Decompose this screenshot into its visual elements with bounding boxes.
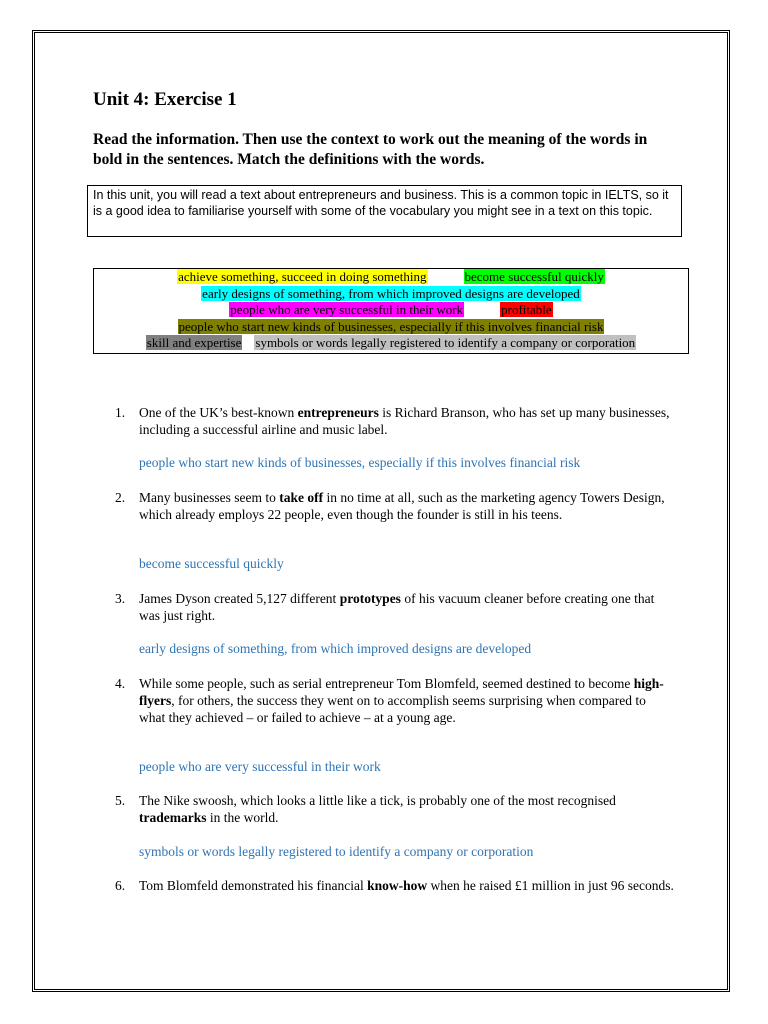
question-text-part: While some people, such as serial entrepreneur Tom Blomfeld, seemed destined to become: [139, 676, 634, 691]
info-box: In this unit, you will read a text about entrepreneurs and business. This is a common topic in IELTS, so it is a good idea to familiarise yourself with some of the vocabulary you might see in a text on this topic.: [87, 185, 682, 237]
page-title: Unit 4: Exercise 1: [93, 89, 237, 110]
answer-5: symbols or words legally registered to identify a company or corporation: [139, 844, 534, 859]
question-text: [139, 404, 675, 438]
definitions-box: [93, 268, 689, 354]
definition-know-how: skill and expertise: [146, 335, 242, 351]
question-text-part: Tom Blomfeld demonstrated his financial: [139, 878, 368, 893]
question-3: [115, 590, 675, 624]
question-text-part: is Richard Branson, who has set up many businesses, including a successful airline and music label.: [139, 405, 670, 437]
question-text-part: in no time at all, such as the marketing agency Towers Design, which already employs 22 people, even though the founder is still in his teens.: [139, 490, 665, 522]
definition-high-flyers: people who are very successful in their work: [230, 302, 464, 318]
definition-prototypes: early designs of something, from which improved designs are developed: [202, 285, 580, 301]
question-text: [139, 489, 675, 523]
question-text: [139, 675, 675, 726]
question-text: [139, 590, 675, 624]
question-text: [139, 792, 675, 826]
question-text-part: One of the UK’s best-known: [139, 405, 298, 420]
definitions-line-1: [94, 269, 688, 286]
answer-1: people who start new kinds of businesses, especially if this involves financial risk: [139, 455, 581, 470]
question-number: 6.: [115, 878, 126, 893]
question-1: [115, 404, 675, 438]
instructions: Read the information. Then use the context to work out the meaning of the words in bold in the sentences. Match the definitions with the words.: [93, 131, 648, 168]
question-6: [115, 877, 675, 894]
vocabulary-word: prototypes: [339, 591, 401, 606]
vocabulary-word: know-how: [367, 878, 428, 893]
question-text-part: Many businesses seem to: [139, 490, 280, 505]
definitions-line-2: [94, 286, 688, 303]
definitions-line-3: [94, 302, 688, 319]
vocabulary-word: take off: [279, 490, 324, 505]
definitions-line-4: [94, 319, 688, 336]
vocabulary-word: entrepreneurs: [297, 405, 379, 420]
answer-3: early designs of something, from which improved designs are developed: [139, 641, 532, 656]
question-number: 4.: [115, 676, 126, 691]
question-number: 1.: [115, 405, 126, 420]
question-text-part: The Nike swoosh, which looks a little like a tick, is probably one of the most recognised: [139, 793, 616, 808]
question-text-part: , for others, the success they went on to accomplish seems surprising when compared to what they achieved – or failed to achieve – at a young age.: [139, 693, 646, 725]
definition-entrepreneurs: people who start new kinds of businesses, especially if this involves financial risk: [178, 318, 604, 334]
question-4: [115, 675, 675, 726]
question-2: [115, 489, 675, 523]
question-text: [139, 877, 675, 894]
definition-take-off: become successful quickly: [464, 269, 604, 284]
question-number: 5.: [115, 793, 126, 808]
definition-profitable: profitable: [501, 302, 552, 318]
question-text-part: when he raised £1 million in just 96 seconds.: [427, 878, 674, 893]
question-number: 3.: [115, 591, 126, 606]
question-number: 2.: [115, 490, 126, 505]
definition-trademarks: symbols or words legally registered to identify a company or corporation: [255, 335, 636, 351]
answer-2: become successful quickly: [139, 556, 284, 571]
vocabulary-word: high-flyers: [139, 676, 664, 708]
question-text-part: James Dyson created 5,127 different: [139, 591, 340, 606]
definition-achieve: achieve something, succeed in doing something: [178, 269, 427, 284]
definitions-line-5: [94, 335, 688, 352]
vocabulary-word: trademarks: [139, 810, 207, 825]
answer-4: people who are very successful in their work: [139, 759, 381, 774]
question-5: [115, 792, 675, 826]
question-text-part: of his vacuum cleaner before creating one that was just right.: [139, 591, 655, 623]
question-text-part: in the world.: [206, 810, 279, 825]
